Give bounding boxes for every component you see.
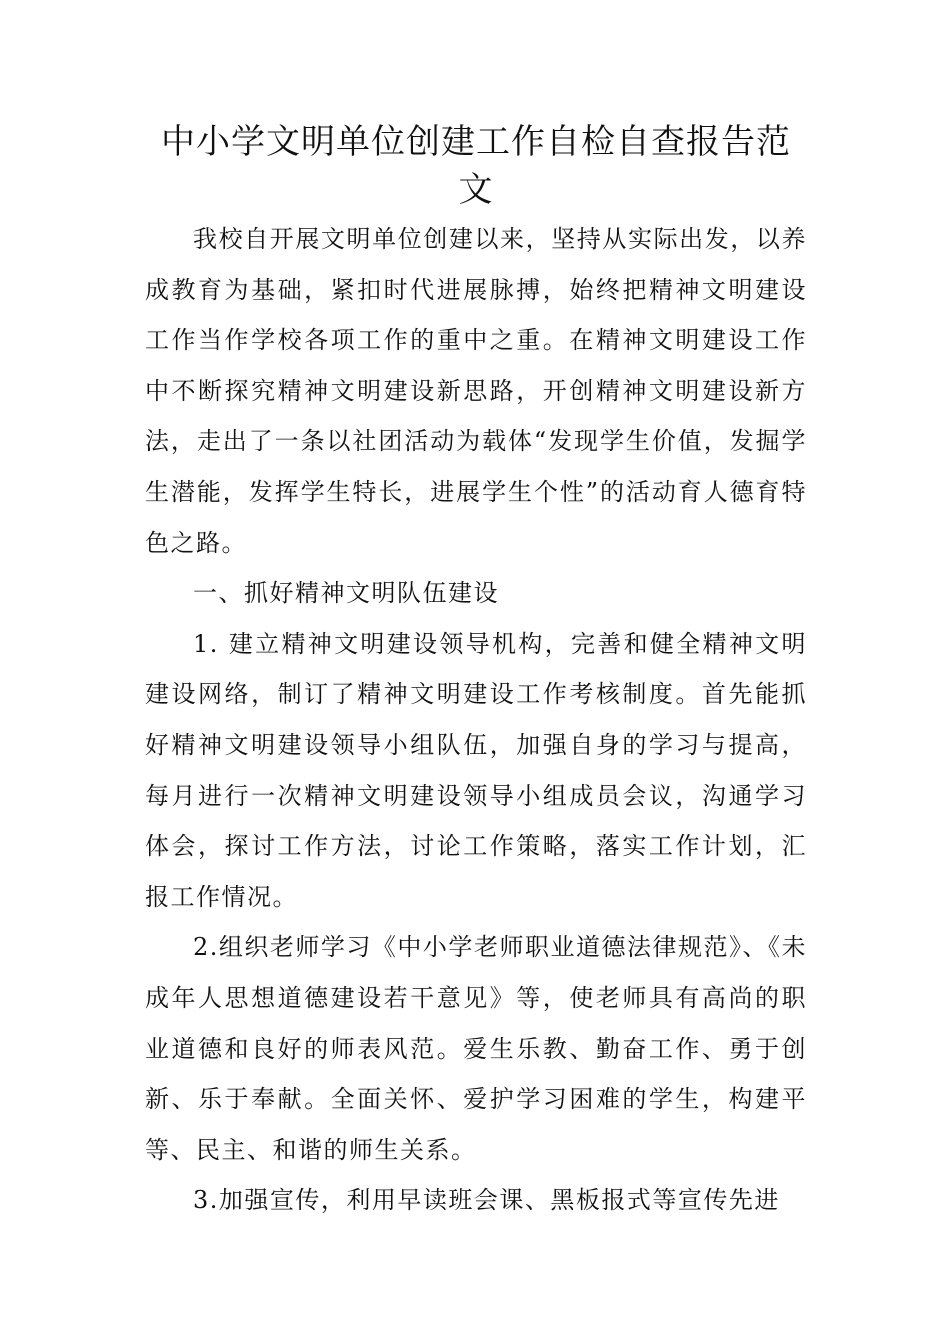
document-title: 中小学文明单位创建工作自检自查报告范文 [161, 122, 791, 210]
list-item-2: 2.组织老师学习《中小学老师职业道德法律规范》、《未成年人思想道德建设若干意见》等，使老师具有高尚的职业道德和良好的师表风范。爱生乐教、勤奋工作、勇于创新、乐于奉献。全面关怀、爱护学习困难的学生，构建平等、民主、和谐的师生关系。 [145, 933, 807, 1164]
list-item-3: 3.加强宣传，利用早读班会课、黑板报式等宣传先进 [193, 1186, 780, 1215]
list-item-1: 1. 建立精神文明建设领导机构，完善和健全精神文明建设网络，制订了精神文明建设工作考核制度。首先能抓好精神文明建设领导小组队伍，加强自身的学习与提高，每月进行一次精神文明建设领导小组成员会议，沟通学习体会，探讨工作方法，讨论工作策略，落实工作计划，汇报工作情况。 [145, 629, 807, 911]
section-heading: 一、抓好精神文明队伍建设 [193, 579, 499, 608]
intro-paragraph: 我校自开展文明单位创建以来，坚持从实际出发，以养成教育为基础，紧扣时代进展脉搏，始终把精神文明建设工作当作学校各项工作的重中之重。在精神文明建设工作中不断探究精神文明建设新思路，开创精神文明建设新方法，走出了一条以社团活动为载体“发现学生价值，发掘学生潜能，发挥学生特长，进展学生个性”的活动育人德育特色之路。 [145, 225, 807, 557]
document-body [145, 118, 807, 1226]
